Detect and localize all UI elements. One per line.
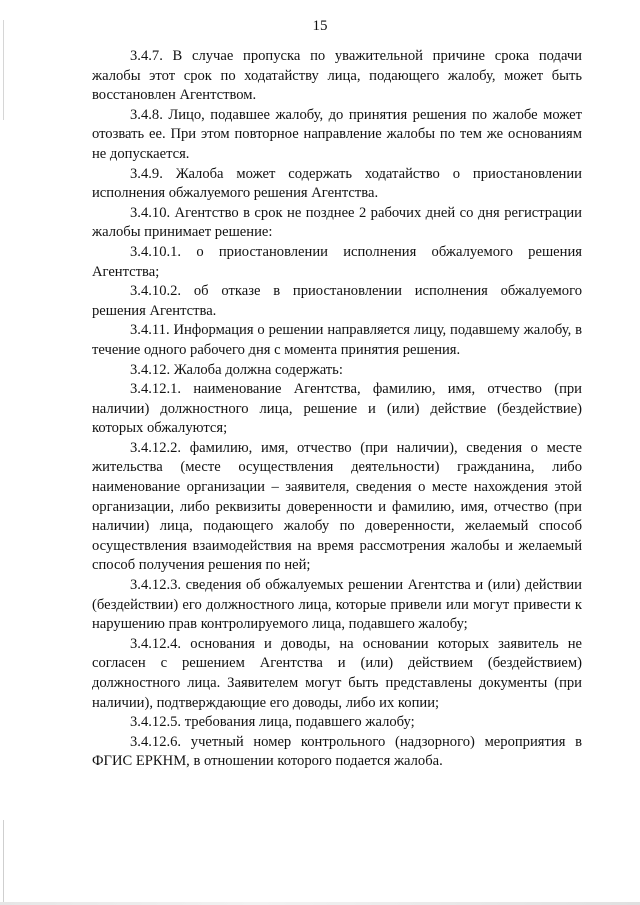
document-body xyxy=(92,47,582,772)
paragraph-3-4-7: 3.4.7. В случае пропуска по уважительной причине срока подачи жалобы этот срок по ходатайству лица, подающего жалобу, может быть восстановлен Агентством. xyxy=(92,48,582,104)
paragraph-3-4-12-6: 3.4.12.6. учетный номер контрольного (надзорного) мероприятия в ФГИС ЕРКНМ, в отношении которого подается жалоба. xyxy=(92,733,582,770)
paragraph-3-4-12-1: 3.4.12.1. наименование Агентства, фамилию, имя, отчество (при наличии) должностного лица, решение и (или) действие (бездействие) которых обжалуются; xyxy=(92,381,582,437)
paragraph-3-4-11: 3.4.11. Информация о решении направляется лицу, подавшему жалобу, в течение одного рабочего дня с момента принятия решения. xyxy=(92,322,582,358)
paragraph-3-4-12: 3.4.12. Жалоба должна содержать: xyxy=(130,361,343,378)
paragraph-3-4-12-5: 3.4.12.5. требования лица, подавшего жалобу; xyxy=(130,714,415,731)
paragraph-3-4-12-2: 3.4.12.2. фамилию, имя, отчество (при наличии), сведения о месте жительства (месте осуществления деятельности) гражданина, либо наименование организации – заявителя, сведения о месте нахождения этой организации, либо реквизиты доверенности и фамилию, имя, отчество (при наличии) лица, подающего жалобу по доверенности, желаемый способ осуществления взаимодействия на время рассмотрения жалобы и желаемый способ получения решения по ней; xyxy=(92,439,582,574)
paragraph-3-4-12-4: 3.4.12.4. основания и доводы, на основании которых заявитель не согласен с решением Агентства и (или) действием (бездействием) должностного лица. Заявителем могут быть представлены документы (при наличии), подтверждающие его доводы, либо их копии; xyxy=(92,635,582,711)
paragraph-3-4-10: 3.4.10. Агентство в срок не позднее 2 рабочих дней со дня регистрации жалобы принимает решение: xyxy=(92,204,582,241)
scan-edge-mark xyxy=(3,0,4,905)
paragraph-3-4-8: 3.4.8. Лицо, подавшее жалобу, до принятия решения по жалобе может отозвать ее. При этом повторное направление жалобы по тем же основаниям не допускается. xyxy=(92,106,582,162)
paragraph-3-4-9: 3.4.9. Жалоба может содержать ходатайство о приостановлении исполнения обжалуемого решения Агентства. xyxy=(92,165,582,202)
paragraph-3-4-10-2: 3.4.10.2. об отказе в приостановлении исполнения обжалуемого решения Агентства. xyxy=(92,283,582,319)
paragraph-3-4-10-1: 3.4.10.1. о приостановлении исполнения обжалуемого решения Агентства; xyxy=(92,243,582,280)
page-number: 15 xyxy=(312,18,328,34)
paragraph-3-4-12-3: 3.4.12.3. сведения об обжалуемых решении Агентства и (или) действии (бездействии) его должностного лица, которые привели или могут привести к нарушению прав контролируемого лица, подавшего жалобу; xyxy=(92,577,582,633)
